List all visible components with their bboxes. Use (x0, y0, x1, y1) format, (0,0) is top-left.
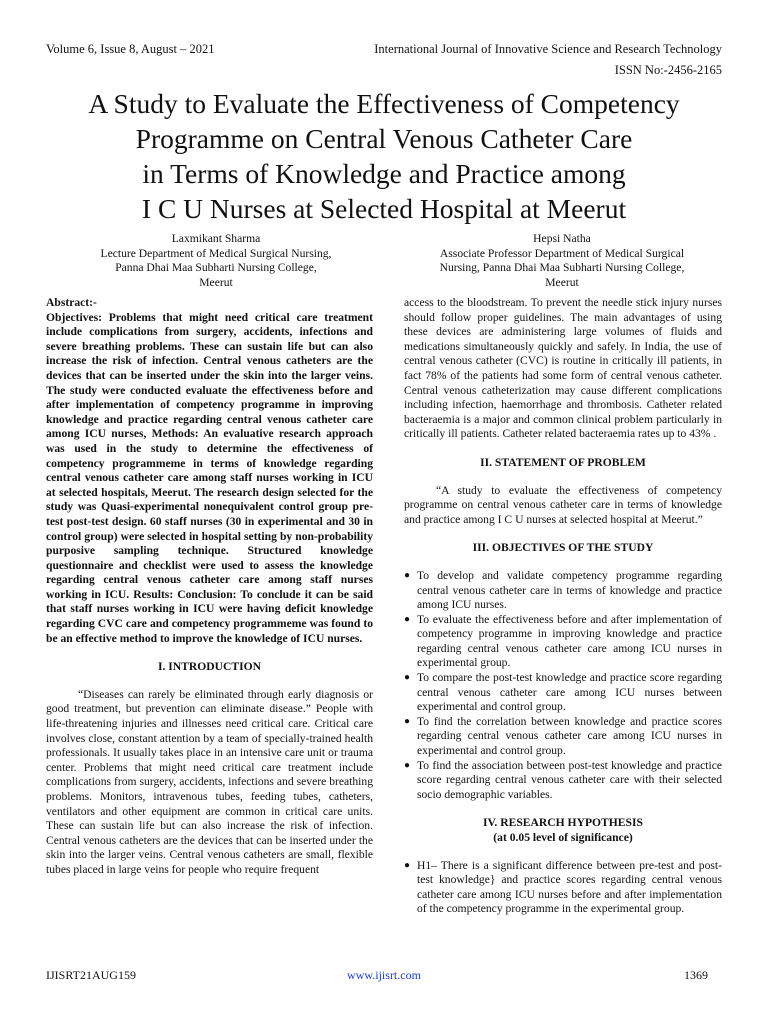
hypothesis-text: H1– There is a significant difference between pre-test and post-test knowledge} and practice scores regarding central venous catheter care among ICU nurses before and after implementation of the competency programme in the experimental group. (417, 858, 722, 916)
author-affiliation: Meerut (199, 275, 233, 289)
hypothesis-heading: IV. RESEARCH HYPOTHESIS (483, 816, 643, 830)
bullet-icon: ● (404, 759, 411, 771)
author-affiliation: Nursing, Panna Dhai Maa Subharti Nursing College, (439, 261, 685, 274)
list-item (404, 613, 722, 671)
journal-name: International Journal of Innovative Science and Research Technology (374, 42, 722, 56)
page-number: 1369 (684, 968, 708, 982)
bullet-icon: ● (404, 715, 411, 727)
author-affiliation: Panna Dhai Maa Subharti Nursing College, (115, 261, 317, 274)
paper-title (30, 86, 738, 226)
list-item (404, 569, 722, 613)
paper-code: IJISRT21AUG159 (46, 968, 136, 982)
objective-text: To develop and validate competency programme regarding central venous catheter care in terms of knowledge and practice among ICU nurses. (417, 568, 722, 612)
title-line: Programme on Central Venous Catheter Care (135, 123, 633, 154)
right-column (404, 296, 722, 917)
objective-text: To find the correlation between knowledge and practice scores regarding central venous catheter care among ICU nurses in experimental and control group. (417, 714, 722, 758)
bullet-icon: ● (404, 613, 411, 625)
objectives-heading: III. OBJECTIVES OF THE STUDY (472, 541, 654, 555)
objective-text: To find the association between post-test knowledge and practice score regarding central venous catheter care with their selected socio demographic variables. (417, 758, 722, 801)
objective-text: To compare the post-test knowledge and practice score regarding central venous catheter care among ICU nurses between experimental and control group. (417, 671, 722, 714)
author-name: Laxmikant Sharma (171, 232, 261, 245)
bullet-icon: ● (404, 672, 411, 684)
author-affiliation: Associate Professor Department of Medical Surgical (439, 246, 685, 260)
volume-issue: Volume 6, Issue 8, August – 2021 (46, 42, 215, 56)
abstract-label: Abstract:- (46, 296, 97, 309)
title-line: A Study to Evaluate the Effectiveness of Competency (88, 88, 680, 119)
bullet-icon: ● (404, 569, 411, 581)
list-item (404, 715, 722, 759)
objective-text: To evaluate the effectiveness before and after implementation of competency programme in improving knowledge and practice regarding central venous catheter care among ICU nurses in experimental group. (417, 612, 722, 670)
title-line: in Terms of Knowledge and Practice among (142, 158, 626, 189)
journal-url (0, 968, 768, 983)
author-affiliation: Meerut (545, 275, 579, 289)
abstract-text: Objectives: Problems that might need critical care treatment include complications from surgery, accidents, infections and severe breathing problems. These can sustain life but can also increase the risk of infection. Central venous catheters are the devices that can be inserted under the skin into the larger veins. The study were conducted evaluate the effectiveness before and after implementation of competency programme in improving knowledge and practice regarding central venous catheter care among ICU nurses, Methods: An evaluative research approach was used in the study to determine the effectiveness of competency programmeme in terms of knowledge regarding central venous catheter care among staff nurses working in ICU at selected hospitals, Meerut. The research design selected for the study was Quasi-experimental nonequivalent control group pre-test post-test design. 60 staff nurses (30 in experimental and 30 in control group) were selected in hospital setting by non-probability purposive sampling technique. Structured knowledge questionnaire and checklist were used to assess the knowledge regarding central venous catheter care among staff nurses working in ICU. Results: Conclusion: To conclude it can be said that staff nurses working in ICU were having deficit knowledge regarding CVC care and competency programmeme was found to be an effective method to improve the knowledge of ICU nurses. (46, 310, 373, 645)
objectives-list (404, 569, 722, 803)
list-item (404, 671, 722, 715)
statement-heading: II. STATEMENT OF PROBLEM (480, 455, 646, 469)
author-block-1 (46, 232, 386, 290)
title-line: I C U Nurses at Selected Hospital at Meerut (141, 193, 627, 224)
bullet-icon: ● (404, 859, 411, 871)
url-link[interactable]: www.ijisrt.com (347, 968, 421, 982)
introduction-heading: I. INTRODUCTION (157, 660, 262, 674)
list-item (404, 859, 722, 917)
issn: ISSN No:-2456-2165 (614, 63, 722, 77)
statement-text: “A study to evaluate the effectiveness of competency programme on central venous catheter care in terms of knowledge and practice among I C U nurses at selected hospital at Meerut.” (404, 483, 722, 526)
author-name: Hepsi Natha (533, 232, 591, 245)
introduction-text: “Diseases can rarely be eliminated through early diagnosis or good treatment, but prevention can eliminate disease.” People with life-threatening injuries and illnesses need critical care. Critical care involves close, constant attention by a team of specially-trained health professionals. It usually takes place in an intensive care unit or trauma center. Problems that might need critical care treatment include complications from surgery, accidents, infections and severe breathing problems. Monitors, intravenous tubes, feeding tubes, catheters, ventilators and other equipment are common in critical care units. These can sustain life but can also increase the risk of infection. Central venous catheters are the devices that can be inserted under the skin into the larger veins. Central venous catheters are small, flexible tubes placed in large veins for people who require frequent (46, 687, 373, 876)
left-column (46, 296, 373, 878)
hypothesis-subheading: (at 0.05 level of significance) (493, 831, 633, 844)
author-block-2 (392, 232, 732, 290)
hypothesis-list (404, 859, 722, 917)
author-affiliation: Lecture Department of Medical Surgical Nursing, (100, 246, 332, 260)
introduction-continued: access to the bloodstream. To prevent the needle stick injury nurses should follow proper guidelines. The main advantages of using these devices are administering large volumes of fluids and medications simultaneously quickly and safely. In India, the use of central venous catheter (CVC) is routine in critically ill patients, in fact 78% of the patients had some form of central venous catheter. Central venous catheterization may cause different complications including infection, haemorrhage and thrombosis. Catheter related bacteraemia is a major and common clinical problem particularly in critically ill patients. Catheter related bacteraemia rates up to 43% . (404, 296, 722, 441)
list-item (404, 759, 722, 803)
